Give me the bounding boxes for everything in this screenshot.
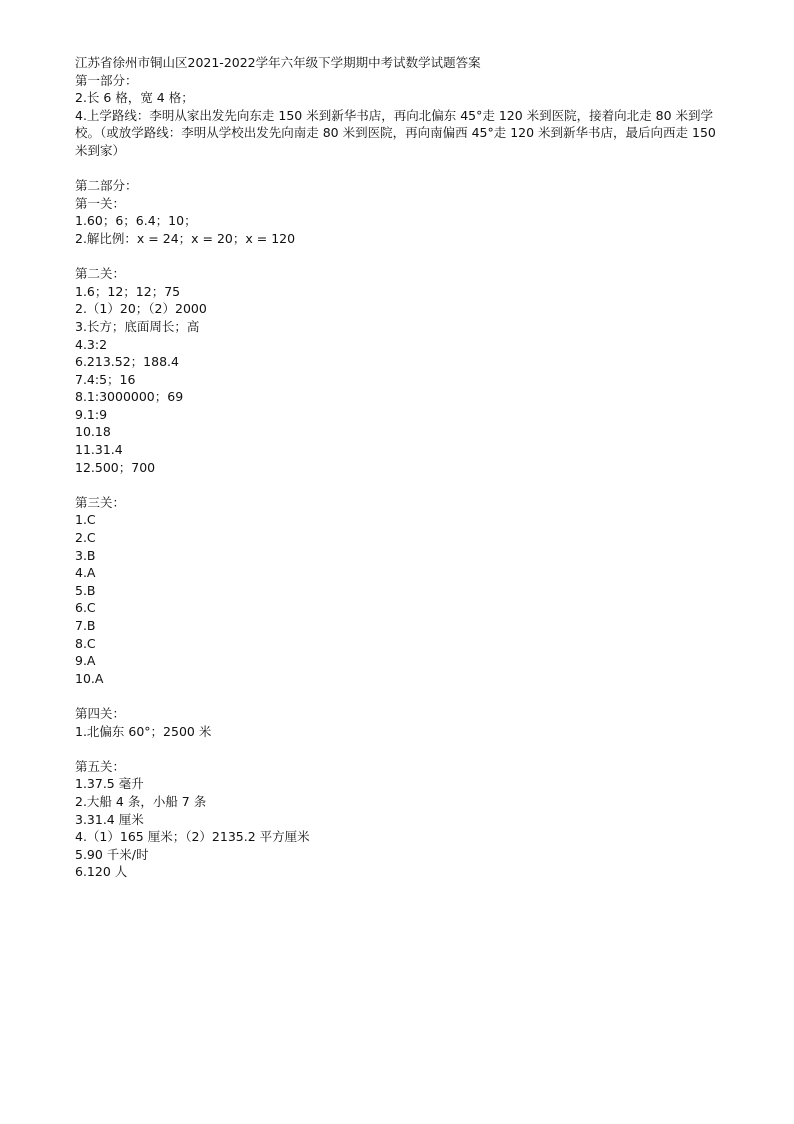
answer-line: 1.6；12；12；75 (75, 283, 181, 299)
part2-heading: 第二部分： (75, 178, 138, 194)
answer-line: 7.B (75, 618, 96, 633)
answer-line: 9.1:9 (75, 406, 108, 422)
answer-line: 2.（1）20；（2）2000 (75, 301, 207, 317)
answer-line: 1.60；6；6.4；10； (75, 213, 197, 229)
answer-line: 1.C (75, 512, 96, 528)
answer-line: 5.B (75, 582, 96, 598)
answer-line: 11.31.4 (75, 442, 123, 458)
answer-line: 1.37.5 毫升 (75, 776, 144, 792)
answer-line: 2.C (75, 530, 96, 546)
answer-line: 3.长方；底面周长；高 (75, 318, 200, 334)
answer-line: 1.北偏东 60°；2500 米 (75, 723, 212, 739)
answer-line: 4.上学路线：李明从家出发先向东走 150 米到新华书店，再向北偏东 45°走 120 米到医院，接着向北走 80 米到学校。（或放学路线：李明从学校出发先向南走 80 米到医院，再向南偏西 45°走 120 米到新华书店，最后向西走 150 米到家） (75, 107, 720, 158)
answer-line: 2.大船 4 条，小船 7 条 (75, 793, 207, 809)
answer-line: 6.213.52；188.4 (75, 354, 179, 370)
answer-line: 12.500；700 (75, 459, 156, 475)
document-title: 江苏省徐州市铜山区2021-2022学年六年级下学期期中考试数学试题答案 (75, 55, 481, 70)
answer-line: 6.120 人 (75, 864, 128, 880)
level1-heading: 第一关： (75, 195, 126, 211)
answer-line: 4.3:2 (75, 336, 108, 352)
answer-line: 3.31.4 厘米 (75, 811, 144, 827)
answer-line: 10.18 (75, 424, 111, 440)
level5-heading: 第五关： (75, 758, 126, 774)
answer-line: 8.1:3000000；69 (75, 389, 184, 405)
part1-heading: 第一部分： (75, 72, 138, 88)
answer-line: 7.4:5；16 (75, 371, 136, 387)
answer-line: 2.解比例：x = 24；x = 20；x = 120 (75, 230, 296, 246)
answer-line: 10.A (75, 670, 104, 686)
answer-line: 4.A (75, 565, 96, 581)
level2-heading: 第二关： (75, 266, 126, 282)
level4-heading: 第四关： (75, 705, 126, 721)
answer-line: 3.B (75, 547, 96, 563)
answer-line: 8.C (75, 635, 96, 651)
answer-line: 4.（1）165 厘米；（2）2135.2 平方厘米 (75, 829, 310, 845)
answer-line: 6.C (75, 600, 96, 616)
answer-line: 5.90 千米/时 (75, 846, 149, 862)
answer-line: 2.长 6 格，宽 4 格； (75, 90, 194, 106)
answer-line: 9.A (75, 653, 96, 669)
level3-heading: 第三关： (75, 494, 126, 510)
answer-document (75, 54, 725, 881)
